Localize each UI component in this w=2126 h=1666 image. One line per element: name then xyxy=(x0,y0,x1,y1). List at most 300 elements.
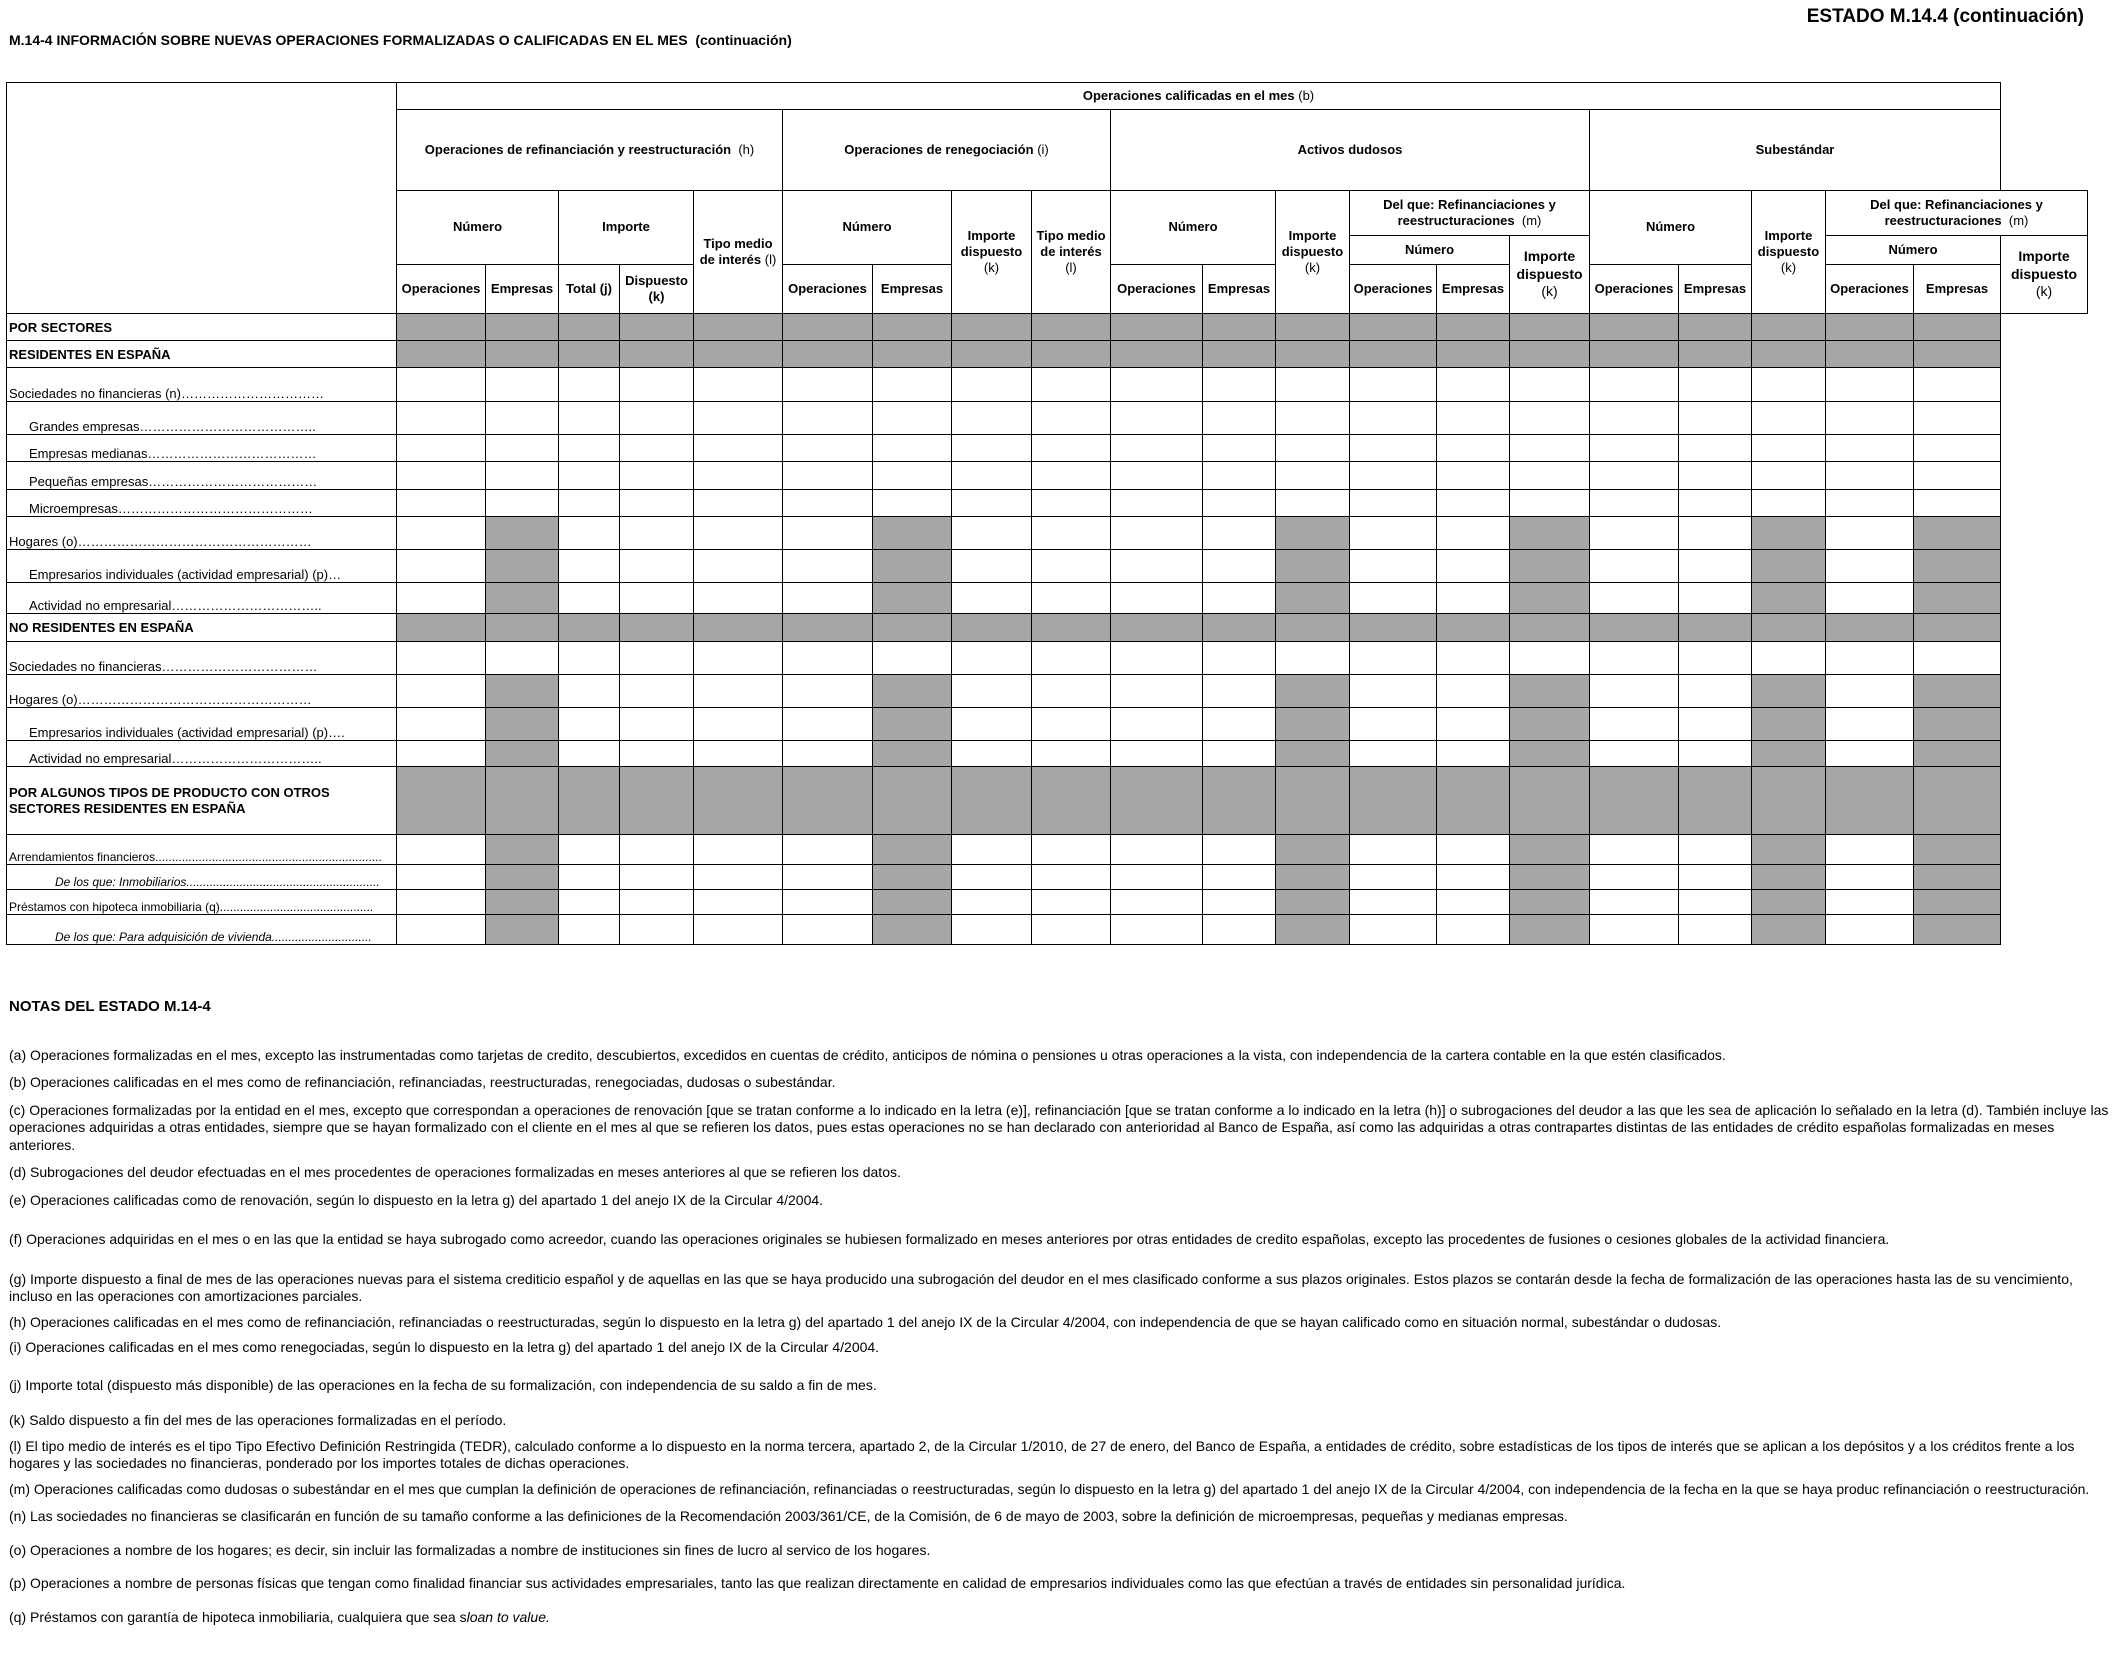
input-cell[interactable] xyxy=(1350,708,1437,741)
input-cell[interactable] xyxy=(559,368,620,402)
input-cell[interactable] xyxy=(1203,835,1276,865)
input-cell[interactable] xyxy=(559,517,620,550)
input-cell[interactable] xyxy=(1826,890,1914,915)
table-row xyxy=(7,835,2088,865)
input-cell[interactable] xyxy=(1826,642,1914,675)
input-cell[interactable] xyxy=(1276,490,1350,517)
input-cell[interactable] xyxy=(1590,915,1679,945)
input-cell[interactable] xyxy=(952,835,1032,865)
input-cell[interactable] xyxy=(783,642,873,675)
col-importe-dispuesto: Importe dispuesto (k) xyxy=(1276,191,1350,314)
shaded-cell xyxy=(1914,550,2001,583)
input-cell[interactable] xyxy=(1350,915,1437,945)
input-cell[interactable] xyxy=(559,642,620,675)
input-cell[interactable] xyxy=(1510,402,1590,435)
input-cell[interactable] xyxy=(783,462,873,490)
input-cell[interactable] xyxy=(1032,835,1111,865)
input-cell[interactable] xyxy=(397,462,486,490)
table-row xyxy=(7,462,2088,490)
input-cell[interactable] xyxy=(559,435,620,462)
shaded-cell xyxy=(1752,550,1826,583)
input-cell[interactable] xyxy=(1826,583,1914,614)
input-cell[interactable] xyxy=(559,583,620,614)
input-cell[interactable] xyxy=(559,462,620,490)
input-cell[interactable] xyxy=(1752,490,1826,517)
input-cell[interactable] xyxy=(620,368,694,402)
shaded-cell xyxy=(1914,675,2001,708)
input-cell[interactable] xyxy=(1590,708,1679,741)
input-cell[interactable] xyxy=(1032,865,1111,890)
notes-section xyxy=(9,998,2119,1626)
input-cell[interactable] xyxy=(559,708,620,741)
input-cell[interactable] xyxy=(783,517,873,550)
input-cell[interactable] xyxy=(559,490,620,517)
input-cell[interactable] xyxy=(1510,435,1590,462)
input-cell[interactable] xyxy=(1111,402,1203,435)
input-cell[interactable] xyxy=(1203,517,1276,550)
input-cell[interactable] xyxy=(1914,462,2001,490)
input-cell[interactable] xyxy=(1350,890,1437,915)
input-cell[interactable] xyxy=(559,550,620,583)
input-cell[interactable] xyxy=(1679,835,1752,865)
input-cell[interactable] xyxy=(620,462,694,490)
input-cell[interactable] xyxy=(620,708,694,741)
shaded-cell xyxy=(1510,865,1590,890)
input-cell[interactable] xyxy=(1437,435,1510,462)
input-cell[interactable] xyxy=(783,890,873,915)
input-cell[interactable] xyxy=(694,890,783,915)
input-cell[interactable] xyxy=(873,435,952,462)
input-cell[interactable] xyxy=(620,435,694,462)
input-cell[interactable] xyxy=(694,402,783,435)
note-item xyxy=(9,1192,2119,1210)
shaded-cell xyxy=(694,314,783,341)
input-cell[interactable] xyxy=(783,490,873,517)
shaded-cell xyxy=(397,767,486,835)
input-cell[interactable] xyxy=(1111,368,1203,402)
input-cell[interactable] xyxy=(1032,368,1111,402)
shaded-cell xyxy=(1032,314,1111,341)
input-cell[interactable] xyxy=(1679,402,1752,435)
input-cell[interactable] xyxy=(1350,675,1437,708)
input-cell[interactable] xyxy=(1350,642,1437,675)
input-cell[interactable] xyxy=(1679,435,1752,462)
input-cell[interactable] xyxy=(1203,708,1276,741)
input-cell[interactable] xyxy=(952,462,1032,490)
input-cell[interactable] xyxy=(783,741,873,767)
input-cell[interactable] xyxy=(694,708,783,741)
input-cell[interactable] xyxy=(397,550,486,583)
input-cell[interactable] xyxy=(620,642,694,675)
input-cell[interactable] xyxy=(1437,462,1510,490)
input-cell[interactable] xyxy=(620,915,694,945)
input-cell[interactable] xyxy=(1826,865,1914,890)
input-cell[interactable] xyxy=(1510,490,1590,517)
input-cell[interactable] xyxy=(1590,741,1679,767)
shaded-cell xyxy=(486,675,559,708)
input-cell[interactable] xyxy=(1437,517,1510,550)
input-cell[interactable] xyxy=(694,550,783,583)
input-cell[interactable] xyxy=(783,865,873,890)
input-cell[interactable] xyxy=(620,517,694,550)
input-cell[interactable] xyxy=(1032,402,1111,435)
input-cell[interactable] xyxy=(559,865,620,890)
input-cell[interactable] xyxy=(1590,835,1679,865)
input-cell[interactable] xyxy=(1203,583,1276,614)
input-cell[interactable] xyxy=(1437,890,1510,915)
input-cell[interactable] xyxy=(1679,890,1752,915)
input-cell[interactable] xyxy=(1276,368,1350,402)
input-cell[interactable] xyxy=(1826,835,1914,865)
input-cell[interactable] xyxy=(1111,865,1203,890)
input-cell[interactable] xyxy=(1437,583,1510,614)
input-cell[interactable] xyxy=(1203,642,1276,675)
input-cell[interactable] xyxy=(1032,517,1111,550)
input-cell[interactable] xyxy=(1679,517,1752,550)
input-cell[interactable] xyxy=(1752,462,1826,490)
input-cell[interactable] xyxy=(952,865,1032,890)
input-cell[interactable] xyxy=(1590,550,1679,583)
input-cell[interactable] xyxy=(1826,402,1914,435)
input-cell[interactable] xyxy=(1826,915,1914,945)
input-cell[interactable] xyxy=(1032,550,1111,583)
input-cell[interactable] xyxy=(952,890,1032,915)
shaded-cell xyxy=(486,767,559,835)
input-cell[interactable] xyxy=(1350,517,1437,550)
input-cell[interactable] xyxy=(1032,583,1111,614)
input-cell[interactable] xyxy=(1203,675,1276,708)
shaded-cell xyxy=(1914,865,2001,890)
input-cell[interactable] xyxy=(1203,402,1276,435)
row-label: Microempresas……………………………………… xyxy=(7,490,397,517)
input-cell[interactable] xyxy=(1510,462,1590,490)
input-cell[interactable] xyxy=(694,490,783,517)
input-cell[interactable] xyxy=(397,435,486,462)
input-cell[interactable] xyxy=(1276,435,1350,462)
input-cell[interactable] xyxy=(1350,583,1437,614)
input-cell[interactable] xyxy=(1350,368,1437,402)
input-cell[interactable] xyxy=(952,583,1032,614)
input-cell[interactable] xyxy=(1914,402,2001,435)
input-cell[interactable] xyxy=(1203,368,1276,402)
shaded-cell xyxy=(694,767,783,835)
input-cell[interactable] xyxy=(397,517,486,550)
input-cell[interactable] xyxy=(694,435,783,462)
input-cell[interactable] xyxy=(1111,915,1203,945)
input-cell[interactable] xyxy=(952,708,1032,741)
input-cell[interactable] xyxy=(1437,675,1510,708)
input-cell[interactable] xyxy=(1350,865,1437,890)
input-cell[interactable] xyxy=(1437,915,1510,945)
table-row xyxy=(7,435,2088,462)
input-cell[interactable] xyxy=(694,462,783,490)
input-cell[interactable] xyxy=(620,835,694,865)
input-cell[interactable] xyxy=(1111,462,1203,490)
table-row xyxy=(7,402,2088,435)
input-cell[interactable] xyxy=(1679,583,1752,614)
input-cell[interactable] xyxy=(1826,517,1914,550)
input-cell[interactable] xyxy=(1111,517,1203,550)
input-cell[interactable] xyxy=(1437,368,1510,402)
input-cell[interactable] xyxy=(1590,675,1679,708)
input-cell[interactable] xyxy=(620,550,694,583)
input-cell[interactable] xyxy=(783,550,873,583)
input-cell[interactable] xyxy=(1679,708,1752,741)
shaded-cell xyxy=(1111,314,1203,341)
input-cell[interactable] xyxy=(694,865,783,890)
input-cell[interactable] xyxy=(1437,550,1510,583)
input-cell[interactable] xyxy=(1826,550,1914,583)
input-cell[interactable] xyxy=(1276,402,1350,435)
input-cell[interactable] xyxy=(1032,915,1111,945)
input-cell[interactable] xyxy=(873,462,952,490)
input-cell[interactable] xyxy=(397,835,486,865)
shaded-cell xyxy=(1111,614,1203,642)
input-cell[interactable] xyxy=(1826,708,1914,741)
input-cell[interactable] xyxy=(1679,865,1752,890)
input-cell[interactable] xyxy=(1590,490,1679,517)
input-cell[interactable] xyxy=(1437,402,1510,435)
input-cell[interactable] xyxy=(1032,890,1111,915)
input-cell[interactable] xyxy=(397,675,486,708)
shaded-cell xyxy=(1914,614,2001,642)
input-cell[interactable] xyxy=(694,915,783,945)
input-cell[interactable] xyxy=(783,835,873,865)
input-cell[interactable] xyxy=(1590,368,1679,402)
input-cell[interactable] xyxy=(783,915,873,945)
row-label: Empresarios individuales (actividad empresarial) (p)… xyxy=(7,550,397,583)
input-cell[interactable] xyxy=(1350,435,1437,462)
input-cell[interactable] xyxy=(559,675,620,708)
input-cell[interactable] xyxy=(1914,435,2001,462)
input-cell[interactable] xyxy=(1032,675,1111,708)
input-cell[interactable] xyxy=(1826,490,1914,517)
input-cell[interactable] xyxy=(952,915,1032,945)
input-cell[interactable] xyxy=(486,462,559,490)
input-cell[interactable] xyxy=(1276,642,1350,675)
input-cell[interactable] xyxy=(694,642,783,675)
shaded-cell xyxy=(559,767,620,835)
input-cell[interactable] xyxy=(694,741,783,767)
input-cell[interactable] xyxy=(952,550,1032,583)
input-cell[interactable] xyxy=(486,642,559,675)
input-cell[interactable] xyxy=(1111,435,1203,462)
input-cell[interactable] xyxy=(783,435,873,462)
input-cell[interactable] xyxy=(783,708,873,741)
input-cell[interactable] xyxy=(1437,741,1510,767)
input-cell[interactable] xyxy=(1826,462,1914,490)
input-cell[interactable] xyxy=(1590,865,1679,890)
input-cell[interactable] xyxy=(1590,402,1679,435)
input-cell[interactable] xyxy=(694,675,783,708)
input-cell[interactable] xyxy=(1679,490,1752,517)
input-cell[interactable] xyxy=(559,741,620,767)
input-cell[interactable] xyxy=(1032,642,1111,675)
input-cell[interactable] xyxy=(1203,915,1276,945)
input-cell[interactable] xyxy=(1590,890,1679,915)
input-cell[interactable] xyxy=(952,368,1032,402)
input-cell[interactable] xyxy=(1032,462,1111,490)
input-cell[interactable] xyxy=(1350,550,1437,583)
input-cell[interactable] xyxy=(397,741,486,767)
input-cell[interactable] xyxy=(1679,550,1752,583)
input-cell[interactable] xyxy=(397,708,486,741)
input-cell[interactable] xyxy=(1752,368,1826,402)
input-cell[interactable] xyxy=(397,583,486,614)
table-row xyxy=(7,341,2088,368)
input-cell[interactable] xyxy=(1437,835,1510,865)
input-cell[interactable] xyxy=(1437,490,1510,517)
input-cell[interactable] xyxy=(1510,368,1590,402)
input-cell[interactable] xyxy=(1111,708,1203,741)
input-cell[interactable] xyxy=(559,402,620,435)
input-cell[interactable] xyxy=(1437,865,1510,890)
input-cell[interactable] xyxy=(1679,675,1752,708)
shaded-cell xyxy=(486,865,559,890)
input-cell[interactable] xyxy=(486,368,559,402)
input-cell[interactable] xyxy=(1679,915,1752,945)
input-cell[interactable] xyxy=(397,915,486,945)
shaded-cell xyxy=(1510,675,1590,708)
input-cell[interactable] xyxy=(1826,741,1914,767)
input-cell[interactable] xyxy=(1032,435,1111,462)
input-cell[interactable] xyxy=(397,402,486,435)
input-cell[interactable] xyxy=(559,890,620,915)
input-cell[interactable] xyxy=(1350,490,1437,517)
input-cell[interactable] xyxy=(873,490,952,517)
input-cell[interactable] xyxy=(397,890,486,915)
input-cell[interactable] xyxy=(1032,708,1111,741)
shaded-cell xyxy=(1510,517,1590,550)
input-cell[interactable] xyxy=(952,517,1032,550)
input-cell[interactable] xyxy=(694,583,783,614)
input-cell[interactable] xyxy=(952,741,1032,767)
input-cell[interactable] xyxy=(694,368,783,402)
input-cell[interactable] xyxy=(952,675,1032,708)
input-cell[interactable] xyxy=(1111,890,1203,915)
input-cell[interactable] xyxy=(783,675,873,708)
input-cell[interactable] xyxy=(1203,550,1276,583)
input-cell[interactable] xyxy=(694,517,783,550)
input-cell[interactable] xyxy=(952,435,1032,462)
input-cell[interactable] xyxy=(783,402,873,435)
input-cell[interactable] xyxy=(1032,490,1111,517)
input-cell[interactable] xyxy=(620,675,694,708)
table-row xyxy=(7,490,2088,517)
input-cell[interactable] xyxy=(1203,865,1276,890)
input-cell[interactable] xyxy=(1350,741,1437,767)
input-cell[interactable] xyxy=(397,490,486,517)
input-cell[interactable] xyxy=(694,835,783,865)
input-cell[interactable] xyxy=(952,490,1032,517)
input-cell[interactable] xyxy=(1350,402,1437,435)
input-cell[interactable] xyxy=(1350,835,1437,865)
input-cell[interactable] xyxy=(1111,642,1203,675)
input-cell[interactable] xyxy=(559,835,620,865)
input-cell[interactable] xyxy=(1590,583,1679,614)
shaded-cell xyxy=(1679,767,1752,835)
input-cell[interactable] xyxy=(1111,550,1203,583)
input-cell[interactable] xyxy=(1437,642,1510,675)
input-cell[interactable] xyxy=(397,642,486,675)
input-cell[interactable] xyxy=(1590,462,1679,490)
shaded-cell xyxy=(1752,890,1826,915)
input-cell[interactable] xyxy=(559,915,620,945)
input-cell[interactable] xyxy=(486,402,559,435)
input-cell[interactable] xyxy=(1032,741,1111,767)
shaded-cell xyxy=(1914,767,2001,835)
row-label: Hogares (o)……………………………………………… xyxy=(7,675,397,708)
input-cell[interactable] xyxy=(1437,708,1510,741)
input-cell[interactable] xyxy=(1111,675,1203,708)
input-cell[interactable] xyxy=(1752,402,1826,435)
input-cell[interactable] xyxy=(1679,462,1752,490)
input-cell[interactable] xyxy=(1203,490,1276,517)
input-cell[interactable] xyxy=(873,402,952,435)
input-cell[interactable] xyxy=(1914,368,2001,402)
input-cell[interactable] xyxy=(1826,368,1914,402)
input-cell[interactable] xyxy=(1826,675,1914,708)
input-cell[interactable] xyxy=(1752,435,1826,462)
table-row xyxy=(7,741,2088,767)
input-cell[interactable] xyxy=(1679,368,1752,402)
input-cell[interactable] xyxy=(873,642,952,675)
input-cell[interactable] xyxy=(620,890,694,915)
input-cell[interactable] xyxy=(1203,462,1276,490)
input-cell[interactable] xyxy=(952,642,1032,675)
input-cell[interactable] xyxy=(397,368,486,402)
shaded-cell xyxy=(1203,314,1276,341)
input-cell[interactable] xyxy=(1590,517,1679,550)
input-cell[interactable] xyxy=(397,865,486,890)
input-cell[interactable] xyxy=(1590,642,1679,675)
table-row xyxy=(7,708,2088,741)
input-cell[interactable] xyxy=(620,490,694,517)
input-cell[interactable] xyxy=(783,583,873,614)
input-cell[interactable] xyxy=(783,368,873,402)
input-cell[interactable] xyxy=(1590,435,1679,462)
input-cell[interactable] xyxy=(620,741,694,767)
input-cell[interactable] xyxy=(1510,642,1590,675)
input-cell[interactable] xyxy=(873,368,952,402)
input-cell[interactable] xyxy=(1679,642,1752,675)
shaded-cell xyxy=(1914,517,2001,550)
input-cell[interactable] xyxy=(1350,462,1437,490)
input-cell[interactable] xyxy=(1752,642,1826,675)
input-cell[interactable] xyxy=(1111,835,1203,865)
input-cell[interactable] xyxy=(486,490,559,517)
input-cell[interactable] xyxy=(1111,583,1203,614)
input-cell[interactable] xyxy=(1826,435,1914,462)
input-cell[interactable] xyxy=(1914,490,2001,517)
input-cell[interactable] xyxy=(1203,741,1276,767)
input-cell[interactable] xyxy=(1276,462,1350,490)
input-cell[interactable] xyxy=(486,435,559,462)
input-cell[interactable] xyxy=(1203,890,1276,915)
input-cell[interactable] xyxy=(1203,435,1276,462)
input-cell[interactable] xyxy=(952,402,1032,435)
input-cell[interactable] xyxy=(620,583,694,614)
shaded-cell xyxy=(1437,314,1510,341)
input-cell[interactable] xyxy=(1111,741,1203,767)
input-cell[interactable] xyxy=(620,865,694,890)
input-cell[interactable] xyxy=(1914,642,2001,675)
shaded-cell xyxy=(1350,614,1437,642)
input-cell[interactable] xyxy=(1111,490,1203,517)
input-cell[interactable] xyxy=(1679,741,1752,767)
input-cell[interactable] xyxy=(620,402,694,435)
table-row xyxy=(7,517,2088,550)
